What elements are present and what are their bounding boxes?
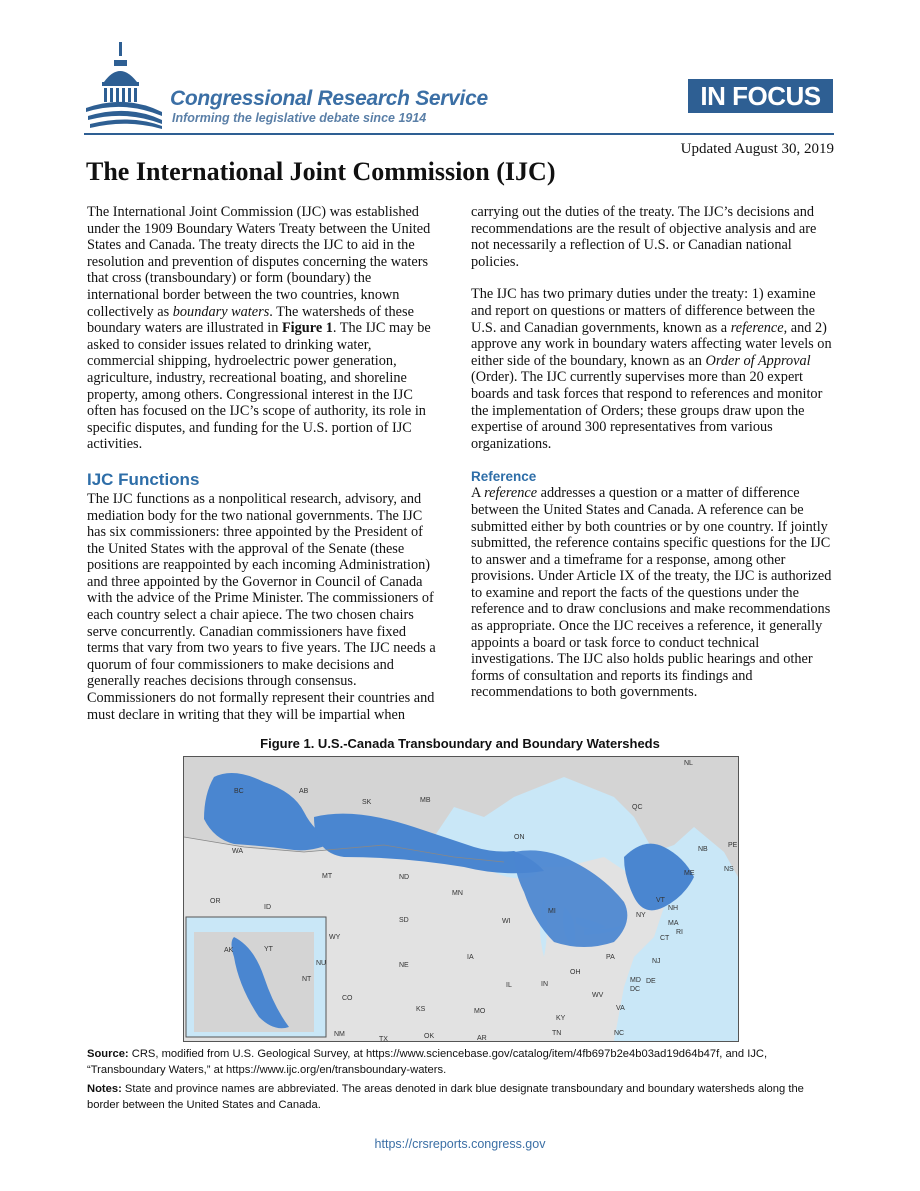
map-label-wv: WV bbox=[592, 992, 604, 999]
map-label-or: OR bbox=[210, 898, 221, 905]
map-label-ok: OK bbox=[424, 1033, 435, 1040]
left-column bbox=[87, 204, 441, 723]
map-label-ks: KS bbox=[416, 1006, 426, 1013]
reference-paragraph: A reference addresses a question or a matter of difference between the United States and Canada. A reference can be submitted either by both countries or by one country. If jointly submitted, the reference contains specific questions for the IJC to answer and a timeframe for a response, among other provisions. Under Article IX of the treaty, the IJC is authorized to examine and report the facts of the questions under the reference and to draw conclusions and make recommendations as appropriate. Once the IJC receives a reference, it generally appoints a board or task force to conduct technical investigations. The IJC also holds public hearings and other forms of consultation and reports its findings and recommendations to both governments. bbox=[471, 485, 832, 701]
updated-date: Updated August 30, 2019 bbox=[680, 141, 834, 157]
header-rule bbox=[84, 133, 834, 135]
map-label-ia: IA bbox=[467, 954, 474, 961]
functions-paragraph: The IJC functions as a nonpolitical research, advisory, and mediation body for the two national governments. The IJC has six commissioners: three appointed by the President of the United States with the approval of the Senate (these positions are reappointed by each incoming Administration) and three appointed by the Governor in Council of Canada with the advice of the Prime Minister. The commissioners of each country select a chair apiece. The two chosen chairs serve concurrently. Canadian commissioners have fixed terms that vary from two years to five years. The IJC needs a quorum of four commissioners to make decisions and generally reaches decisions through consensus. Commissioners do not formally represent their countries and must declare in writing that they will be impartial when bbox=[87, 490, 436, 723]
map-label-nm: NM bbox=[334, 1031, 345, 1038]
map-label-dc: DC bbox=[630, 986, 641, 993]
map-label-on: ON bbox=[514, 834, 525, 841]
map-label-ab: AB bbox=[299, 788, 309, 795]
map-label-de: DE bbox=[646, 978, 656, 985]
map-label-nj: NJ bbox=[652, 958, 661, 965]
map-label-me: ME bbox=[684, 870, 695, 877]
in-focus-badge: IN FOCUS bbox=[688, 79, 833, 113]
map-label-ne: NE bbox=[399, 962, 409, 969]
map-label-yt: YT bbox=[264, 946, 273, 953]
footer-url-link[interactable]: https://crsreports.congress.gov bbox=[374, 1137, 546, 1151]
map-label-nd: ND bbox=[399, 874, 410, 881]
map-label-md: MD bbox=[630, 977, 641, 984]
watershed-map bbox=[183, 756, 739, 1042]
map-label-in: IN bbox=[541, 981, 548, 988]
figure-notes: Notes: State and province names are abbreviated. The areas denoted in dark blue designate transboundary and boundary watersheds along the border between the United States and Canada. bbox=[87, 1083, 804, 1111]
map-label-nc: NC bbox=[614, 1030, 625, 1037]
map-label-mb: MB bbox=[420, 797, 431, 804]
map-label-ar: AR bbox=[477, 1035, 487, 1041]
map-label-ny: NY bbox=[636, 912, 646, 919]
page-title: The International Joint Commission (IJC) bbox=[86, 157, 556, 186]
map-label-wy: WY bbox=[329, 934, 341, 941]
map-label-vt: VT bbox=[656, 897, 665, 904]
continued-paragraph: carrying out the duties of the treaty. The IJC’s decisions and recommendations are the result of objective analysis and are not necessarily a reflection of U.S. or Canadian national policies. bbox=[471, 204, 817, 270]
map-label-pe: PE bbox=[728, 842, 738, 849]
map-label-nb: NB bbox=[698, 846, 708, 853]
section-heading-reference: Reference bbox=[471, 469, 537, 485]
map-label-nh: NH bbox=[668, 905, 679, 912]
map-label-tn: TN bbox=[552, 1030, 562, 1037]
map-label-pa: PA bbox=[606, 954, 615, 961]
right-column bbox=[471, 204, 835, 701]
map-label-sd: SD bbox=[399, 917, 409, 924]
map-label-sk: SK bbox=[362, 799, 372, 806]
duties-paragraph: The IJC has two primary duties under the treaty: 1) examine and report on questions or matters of difference between the U.S. and Canadian governments, known as a reference, and 2) approve any work in boundary waters affecting water levels on either side of the boundary, known as an Order of Approval (Order). The IJC currently supervises more than 20 expert boards and task forces that respond to references and monitor the implementation of Orders; these groups draw upon the expertise of around 300 representatives from various organizations. bbox=[471, 286, 832, 452]
intro-paragraph: The International Joint Commission (IJC) was established under the 1909 Boundary Waters Treaty between the United States and Canada. The treaty directs the IJC to aid in the resolution and prevention of disputes concerning the waters that cross (transboundary) or form (boundary) the international border between the two countries, known collectively as boundary waters. The watersheds of these boundary waters are illustrated in Figure 1. The IJC may be asked to consider issues related to drinking water, commercial shipping, hydroelectric power generation, agriculture, industry, recreational boating, and shoreline property, among others. Congressional interest in the IJC often has focused on the IJC’s scope of authority, its role in specific disputes, and funding for the U.S. portion of IJC activities. bbox=[87, 204, 431, 453]
map-label-nu: NU bbox=[316, 960, 327, 967]
map-label-wi: WI bbox=[502, 918, 511, 925]
map-label-ri: RI bbox=[676, 929, 683, 936]
map-label-mo: MO bbox=[474, 1008, 486, 1015]
map-label-qc: QC bbox=[632, 804, 643, 811]
org-name: Congressional Research Service bbox=[170, 87, 488, 110]
map-label-mi: MI bbox=[548, 908, 556, 915]
map-label-mt: MT bbox=[322, 873, 333, 880]
map-label-co: CO bbox=[342, 995, 353, 1002]
crs-capitol-logo bbox=[84, 38, 164, 135]
map-label-wa: WA bbox=[232, 848, 244, 855]
map-label-id: ID bbox=[264, 904, 271, 911]
map-label-ns: NS bbox=[724, 866, 734, 873]
figure-source: Source: CRS, modified from U.S. Geological Survey, at https://www.sciencebase.gov/catalog/item/4fb697b2e4b03ad19d64b47f, and IJC, “Transboundary Waters,” at https://www.ijc.org/en/transboundary-waters. bbox=[87, 1048, 768, 1076]
section-heading-ijc-functions: IJC Functions bbox=[87, 469, 200, 489]
map-label-nl: NL bbox=[684, 760, 693, 767]
map-label-nt: NT bbox=[302, 976, 312, 983]
map-label-bc: BC bbox=[234, 788, 244, 795]
map-label-mn: MN bbox=[452, 890, 463, 897]
map-label-ct: CT bbox=[660, 935, 670, 942]
map-label-ak: AK bbox=[224, 947, 234, 954]
map-label-oh: OH bbox=[570, 969, 581, 976]
map-label-tx: TX bbox=[379, 1036, 388, 1041]
figure-caption: Figure 1. U.S.-Canada Transboundary and Boundary Watersheds bbox=[260, 736, 660, 751]
map-label-va: VA bbox=[616, 1005, 625, 1012]
map-label-il: IL bbox=[506, 982, 512, 989]
org-tagline: Informing the legislative debate since 1914 bbox=[172, 111, 427, 125]
map-label-ky: KY bbox=[556, 1015, 566, 1022]
figure-1-ref: Figure 1 bbox=[281, 320, 333, 337]
map-label-ma: MA bbox=[668, 920, 679, 927]
